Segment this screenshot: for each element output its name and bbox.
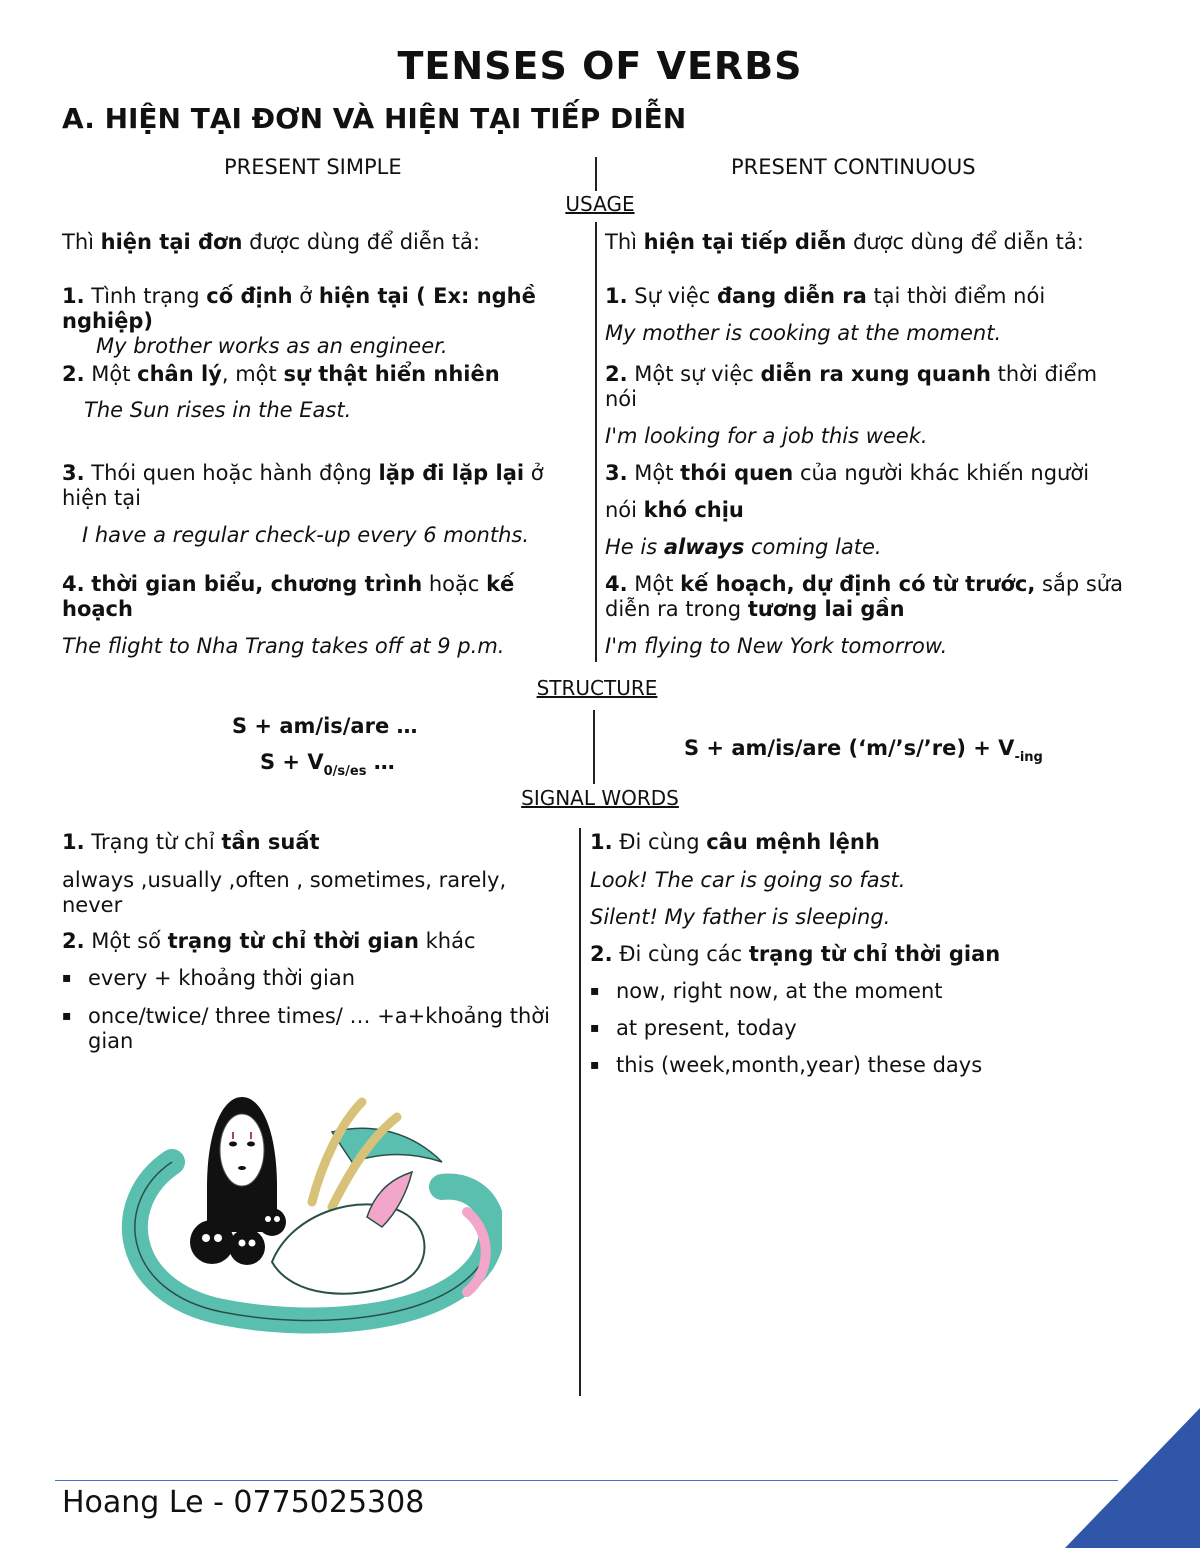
dragon-icon [112,1092,502,1337]
intro-text: Thì [605,230,644,254]
item-text: sắp sửa diễn ra trong [605,572,1123,621]
structure-subscript: -ing [1014,750,1043,765]
imperative-example-2: Silent! My father is sleeping. [590,905,891,929]
item-bold: cố định [206,284,293,308]
structure-label: STRUCTURE [536,676,658,700]
usage-right-item-2 [605,362,1135,412]
item-text: Một số [84,929,168,953]
present-continuous-intro [605,230,1145,255]
bullet-item [590,979,1150,1004]
usage-right-item-3-line2 [605,498,744,523]
item-bold: diễn ra xung quanh [760,362,991,386]
item-bold: tần suất [221,830,320,854]
item-bold: trạng từ chỉ thời gian [167,929,419,953]
intro-text: được dùng để diễn tả: [846,230,1084,254]
item-number: 1. [62,830,85,854]
item-bold: sự thật hiển nhiên [283,362,500,386]
example-text: He is [605,535,664,559]
usage-left-example-2: The Sun rises in the East. [84,398,352,422]
item-bold: thói quen [680,461,794,485]
item-number: 2. [62,362,85,386]
item-bold: kế hoạch, dự định có từ trước, [680,572,1036,596]
intro-bold: hiện tại đơn [100,230,243,254]
signal-divider [579,828,581,1396]
usage-left-example-1: My brother works as an engineer. [96,334,448,358]
corner-triangle [1065,1408,1200,1553]
bullet-item [590,1016,1150,1041]
signal-right-heading-1 [590,830,880,855]
present-simple-structure-be: S + am/is/are … [232,714,418,738]
intro-text: được dùng để diễn tả: [242,230,480,254]
bullet-item [590,1053,1150,1078]
item-bold: chân lý [137,362,222,386]
item-text: tại thời điểm nói [866,284,1046,308]
structure-text: S + V [260,750,324,774]
item-number: 1. [605,284,628,308]
corner-triangle-icon [1065,1408,1200,1548]
signal-left-heading-1 [62,830,320,855]
bullet-text: this (week,month,year) these days [616,1053,983,1077]
page-title: TENSES OF VERBS [397,44,803,88]
item-text: của người khác khiến người [793,461,1090,485]
example-bold: always [663,535,745,559]
imperative-example-1: Look! The car is going so fast. [590,868,906,892]
usage-left-example-4: The flight to Nha Trang takes off at 9 p.m. [62,634,505,658]
bullet-item [62,966,567,991]
present-continuous-structure [684,736,1043,765]
bullet-text: once/twice/ three times/ … +a+khoảng thời gian [88,1004,550,1053]
footer-divider [55,1480,1118,1481]
present-simple-intro [62,230,572,255]
column-header-present-simple: PRESENT SIMPLE [224,155,402,179]
item-number: 3. [62,461,85,485]
usage-left-item-3 [62,461,567,511]
item-number: 2. [62,929,85,953]
item-text: Một [84,362,138,386]
no-face-dragon-illustration [112,1092,502,1342]
usage-left-example-3: I have a regular check-up every 6 months. [82,523,530,547]
item-number: 3. [605,461,628,485]
item-text: , một [221,362,284,386]
bullet-item [62,1004,567,1054]
usage-right-example-4: I'm flying to New York tomorrow. [605,634,948,658]
signal-right-heading-2 [590,942,1000,967]
item-number: 1. [590,830,613,854]
usage-label: USAGE [565,192,635,216]
example-text: coming late. [744,535,882,559]
usage-right-item-1 [605,284,1145,309]
usage-divider [595,222,597,662]
item-bold: tương lai gần [747,597,905,621]
item-bold: lặp đi lặp lại [378,461,525,485]
item-text: Một sự việc [627,362,761,386]
item-text: Một [627,461,681,485]
item-bold: thời gian biểu, chương trình [91,572,423,596]
bullet-icon: ▪ [590,983,600,999]
item-bold: hiện tại ( Ex: nghề nghiệp) [62,284,536,333]
item-text: ở hiện tại [62,461,544,510]
footer-author: Hoang Le - 0775025308 [62,1485,425,1520]
item-bold: kế hoạch [62,572,515,621]
structure-text: S + am/is/are (‘m/’s/’re) + V [684,736,1015,760]
item-text: hoặc [422,572,487,596]
usage-left-item-2 [62,362,562,387]
bullet-icon: ▪ [590,1020,600,1036]
frequency-adverbs: always ,usually ,often , sometimes, rarely, never [62,868,507,917]
usage-left-item-4 [62,572,562,622]
column-header-present-continuous: PRESENT CONTINUOUS [731,155,976,179]
item-number: 4. [605,572,628,596]
item-number: 2. [590,942,613,966]
bullet-icon: ▪ [62,1008,72,1024]
usage-right-example-2: I'm looking for a job this week. [605,424,928,448]
structure-divider [593,710,595,784]
item-text: Sự việc [627,284,717,308]
item-bold: khó chịu [643,498,744,522]
item-text: Trạng từ chỉ [84,830,222,854]
intro-bold: hiện tại tiếp diễn [643,230,847,254]
signal-right-bullets [590,979,1150,1078]
item-text: nói [605,498,644,522]
item-text: Một [627,572,681,596]
item-number: 4. [62,572,85,596]
item-text: ở [292,284,319,308]
bullet-text: every + khoảng thời gian [88,966,356,990]
item-number: 1. [62,284,85,308]
bullet-text: now, right now, at the moment [616,979,943,1003]
bullet-icon: ▪ [62,970,72,986]
signal-left-heading-2 [62,929,476,954]
usage-right-example-1: My mother is cooking at the moment. [605,321,1002,345]
item-bold: trạng từ chỉ thời gian [748,942,1001,966]
item-text: Tình trạng [84,284,207,308]
item-text: thời điểm nói [605,362,1098,411]
item-text: Đi cùng các [612,942,749,966]
intro-text: Thì [62,230,101,254]
section-heading: A. HIỆN TẠI ĐƠN VÀ HIỆN TẠI TIẾP DIỄN [62,102,687,135]
structure-subscript: 0/s/es [323,764,367,779]
bullet-text: at present, today [616,1016,797,1040]
column-divider [595,157,597,191]
bullet-icon: ▪ [590,1057,600,1073]
present-simple-structure-verb [260,750,395,779]
item-text: Đi cùng [612,830,707,854]
item-text: khác [418,929,476,953]
item-number: 2. [605,362,628,386]
usage-right-item-3 [605,461,1165,486]
usage-left-item-1 [62,284,562,334]
structure-text: … [366,750,395,774]
usage-right-example-3 [605,535,882,560]
signal-left-bullets [62,966,567,1054]
item-text: Thói quen hoặc hành động [84,461,379,485]
signal-words-label: SIGNAL WORDS [521,786,679,810]
item-bold: câu mệnh lệnh [706,830,880,854]
usage-right-item-4 [605,572,1125,622]
item-bold: đang diễn ra [717,284,867,308]
